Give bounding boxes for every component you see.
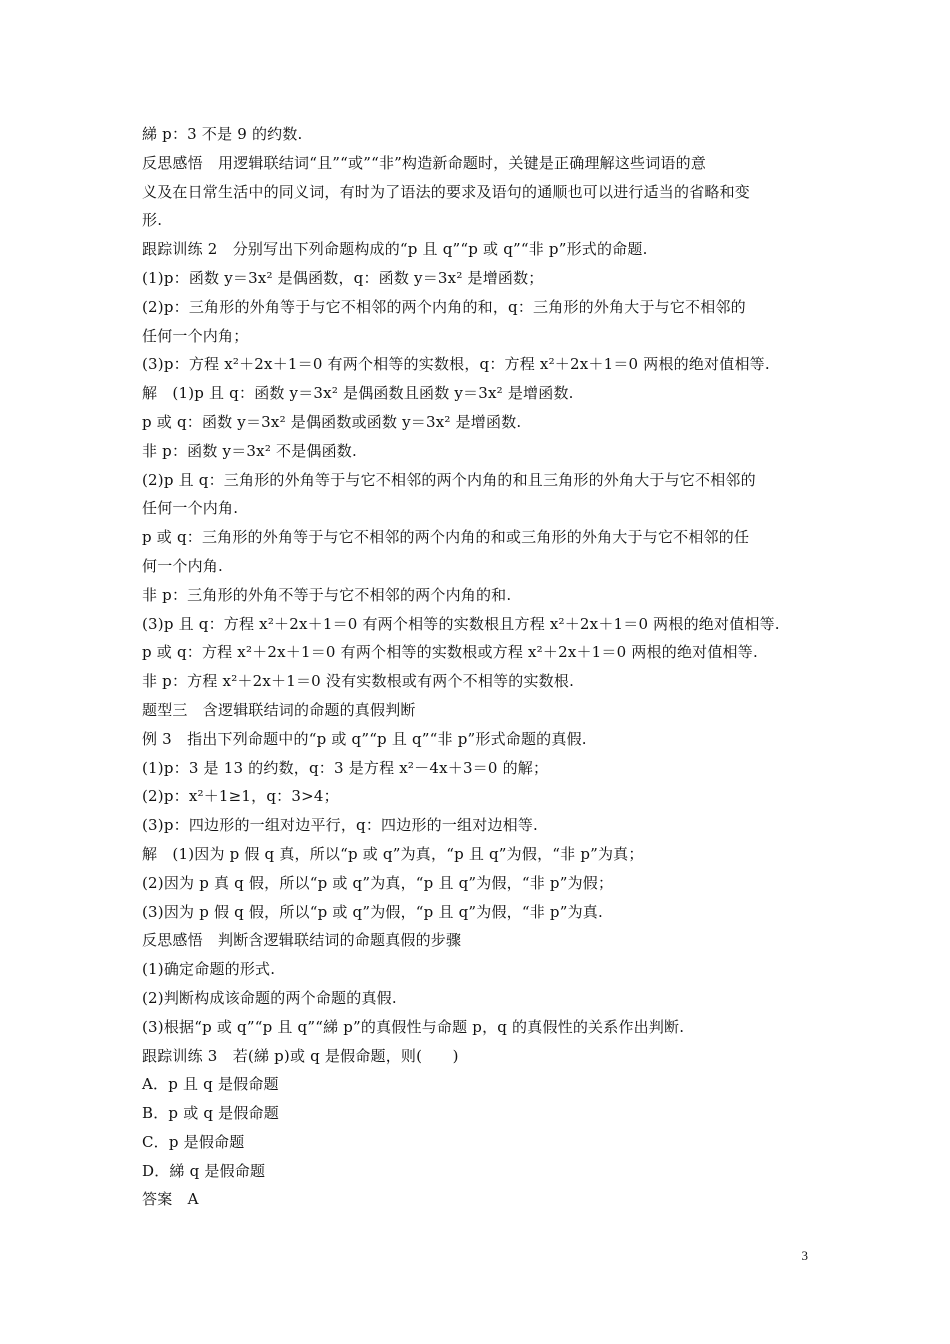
text-line: 任何一个内角. [142,499,239,518]
text-line: 何一个内角. [142,556,223,575]
text-line: p 或 q：方程 x²＋2x＋1＝0 有两个相等的实数根或方程 x²＋2x＋1＝0 两根的绝对值相等. [142,643,758,662]
option-c: C．p 是假命题 [142,1132,245,1151]
text-line: (2)因为 p 真 q 假，所以“p 或 q”为真，“p 且 q”为假，“非 p”为假； [142,873,614,892]
text-line: p 或 q：三角形的外角等于与它不相邻的两个内角的和或三角形的外角大于与它不相邻的任 [142,528,750,547]
page-number: 3 [801,1248,808,1263]
text-line: 义及在日常生活中的同义词，有时为了语法的要求及语句的通顺也可以进行适当的省略和变 [142,182,751,201]
text-line: 非 p：函数 y＝3x² 不是偶函数. [142,441,357,460]
text-line: (2)p 且 q：三角形的外角等于与它不相邻的两个内角的和且三角形的外角大于与它不相邻的 [142,470,756,489]
text-line: (3)因为 p 假 q 假，所以“p 或 q”为假，“p 且 q”为假，“非 p”为真. [142,902,603,921]
option-a: A．p 且 q 是假命题 [142,1075,279,1094]
text-line: 反思感悟 用逻辑联结词“且”“或”“非”构造新命题时，关键是正确理解这些词语的意 [142,153,707,172]
text-line: p 或 q：函数 y＝3x² 是偶函数或函数 y＝3x² 是增函数. [142,412,522,431]
text-line: 任何一个内角； [142,326,249,345]
text-line: (3)p 且 q：方程 x²＋2x＋1＝0 有两个相等的实数根且方程 x²＋2x＋1＝0 两根的绝对值相等. [142,614,780,633]
text-line: (2)判断构成该命题的两个命题的真假. [142,988,397,1007]
text-line: 跟踪训练 3 若(綈 p)或 q 是假命题，则( ) [142,1046,459,1065]
text-line: 非 p：方程 x²＋2x＋1＝0 没有实数根或有两个不相等的实数根. [142,672,575,691]
text-line: 解 (1)p 且 q：函数 y＝3x² 是偶函数且函数 y＝3x² 是增函数. [142,384,574,403]
text-line: (2)p：三角形的外角等于与它不相邻的两个内角的和，q：三角形的外角大于与它不相邻的 [142,297,746,316]
section-heading: 题型三 含逻辑联结词的命题的真假判断 [142,700,416,719]
text-line: (3)p：四边形的一组对边平行，q：四边形的一组对边相等. [142,816,539,835]
text-line: (3)根据“p 或 q”“p 且 q”“綈 p”的真假性与命题 p，q 的真假性的关系作出判断. [142,1017,685,1036]
text-line: (1)p：3 是 13 的约数，q：3 是方程 x²－4x＋3＝0 的解； [142,758,549,777]
text-line: 非 p：三角形的外角不等于与它不相邻的两个内角的和. [142,585,512,604]
text-line: (3)p：方程 x²＋2x＋1＝0 有两个相等的实数根，q：方程 x²＋2x＋1＝0 两根的绝对值相等. [142,355,770,374]
text-line: (2)p：x²＋1≥1，q：3>4； [142,787,339,806]
text-line: 形. [142,211,163,230]
text-line: 跟踪训练 2 分别写出下列命题构成的“p 且 q”“p 或 q”“非 p”形式的命题. [142,240,648,259]
text-line: (1)p：函数 y＝3x² 是偶函数，q：函数 y＝3x² 是增函数； [142,268,544,287]
text-line: 綈 p：3 不是 9 的约数. [142,125,303,143]
text-line: (1)确定命题的形式. [142,960,276,979]
text-line: 解 (1)因为 p 假 q 真，所以“p 或 q”为真，“p 且 q”为假，“非 p”为真； [142,844,644,863]
option-d: D．綈 q 是假命题 [142,1161,266,1180]
answer-line: 答案 A [142,1190,199,1209]
text-line: 反思感悟 判断含逻辑联结词的命题真假的步骤 [142,931,462,950]
option-b: B．p 或 q 是假命题 [142,1104,279,1123]
text-line: 例 3 指出下列命题中的“p 或 q”“p 且 q”“非 p”形式命题的真假. [142,729,587,748]
text-body [142,120,822,1214]
